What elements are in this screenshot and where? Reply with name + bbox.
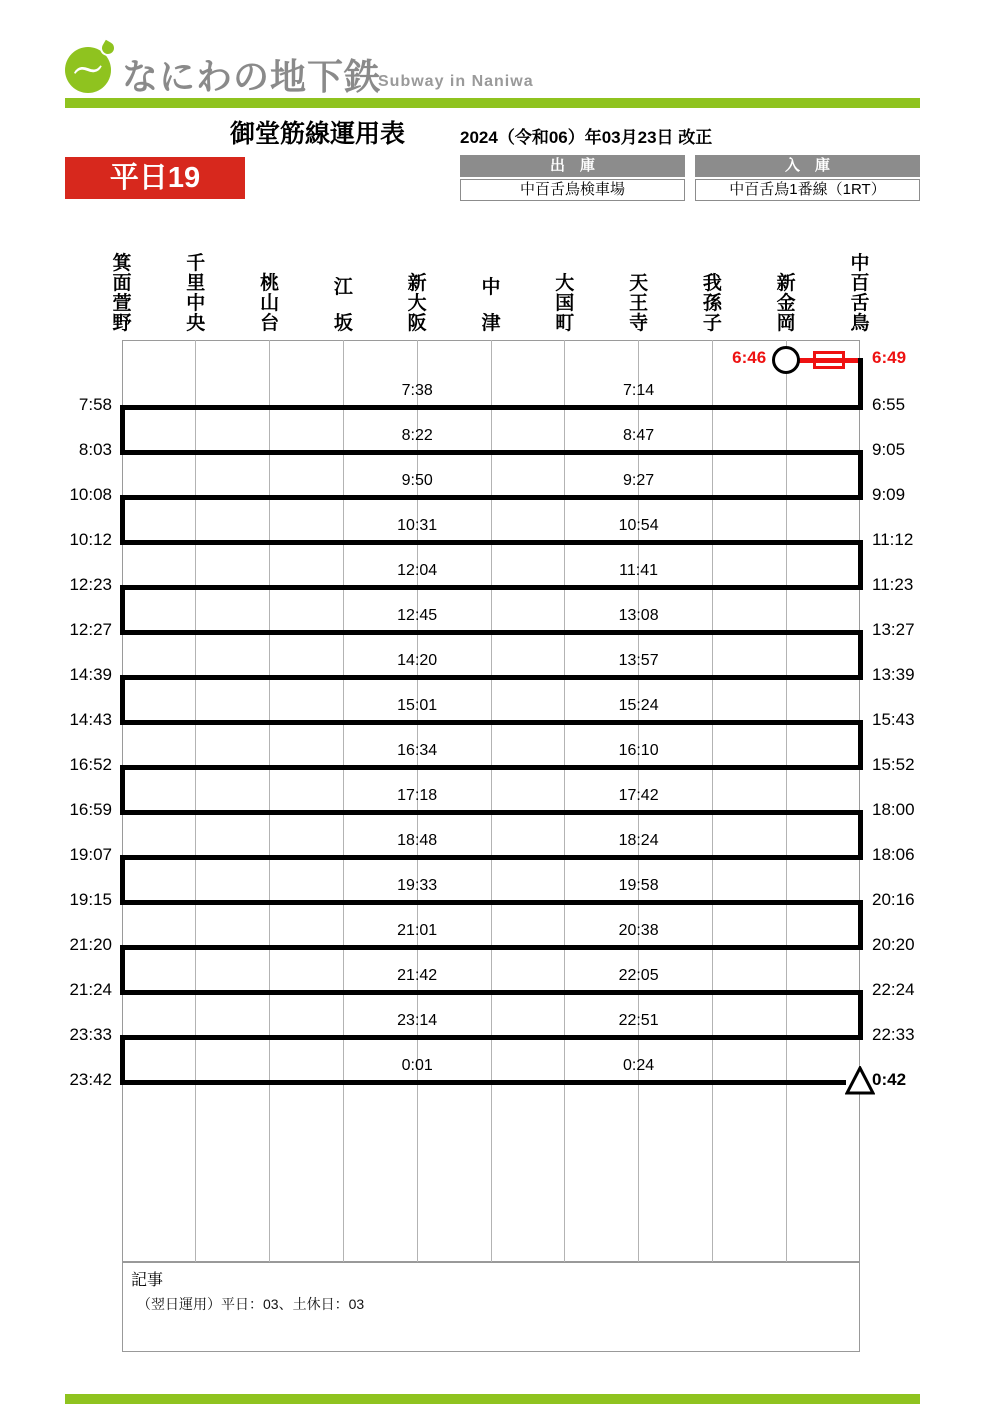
run-connector: [858, 358, 863, 410]
run-connector: [858, 990, 863, 1040]
run-line: [120, 1080, 846, 1085]
run-shinosaka-time: 15:01: [397, 697, 438, 714]
run-tennoji-time: 7:14: [623, 382, 655, 399]
run-line: [120, 675, 862, 680]
run-connector: [858, 540, 863, 590]
station-char: 舌: [850, 293, 870, 314]
run-right-time: 0:42: [872, 1070, 907, 1089]
run-right-time: 13:39: [872, 665, 915, 684]
depot-out-label: 出 庫: [460, 155, 685, 177]
run-left-time: 19:15: [69, 890, 112, 909]
station-char: 国: [555, 293, 575, 314]
station-label: [626, 240, 652, 334]
run-connector: [120, 765, 125, 815]
run-line: [120, 855, 862, 860]
depot-depart-time: 6:46: [732, 348, 767, 367]
run-left-time: 16:59: [69, 800, 112, 819]
run-line: [120, 765, 862, 770]
station-char: 新: [407, 273, 427, 294]
grid-line: [343, 340, 344, 1262]
run-tennoji-time: 20:38: [618, 922, 659, 939]
run-tennoji-time: 17:42: [618, 787, 659, 804]
run-connector: [858, 720, 863, 770]
depot-rect-icon: [813, 351, 845, 369]
run-tennoji-time: 8:47: [623, 427, 655, 444]
depot-circle-icon: [772, 346, 800, 374]
run-line: [120, 990, 862, 995]
station-char: 面: [112, 273, 132, 294]
notes-title: 記事: [131, 1272, 164, 1289]
run-shinosaka-time: 14:20: [397, 652, 438, 669]
station-label: [257, 240, 283, 334]
station-label: [109, 240, 135, 334]
run-connector: [858, 630, 863, 680]
run-tennoji-time: 13:57: [618, 652, 659, 669]
run-shinosaka-time: 10:31: [397, 517, 438, 534]
station-label: [404, 240, 430, 334]
turnback-triangle-icon: [845, 1066, 875, 1096]
run-shinosaka-time: 9:50: [401, 472, 433, 489]
depot-out-value: 中百舌鳥検車場: [460, 179, 685, 201]
grid-line: [269, 340, 270, 1262]
run-connector: [858, 900, 863, 950]
station-char: 大: [555, 273, 575, 294]
run-line: [120, 405, 862, 410]
run-left-time: 12:27: [69, 620, 112, 639]
station-char: 野: [112, 313, 132, 334]
run-connector: [858, 450, 863, 500]
run-right-time: 20:20: [872, 935, 915, 954]
station-label: [773, 240, 799, 334]
run-tennoji-time: 22:05: [618, 967, 659, 984]
run-left-time: 14:39: [69, 665, 112, 684]
run-shinosaka-time: 0:01: [401, 1057, 433, 1074]
grid-line: [491, 340, 492, 1262]
logo-title: なにわの地下鉄: [122, 56, 382, 97]
station-char: 山: [260, 293, 280, 314]
run-left-time: 19:07: [69, 845, 112, 864]
run-tennoji-time: 11:41: [619, 562, 659, 579]
station-char: 箕: [112, 253, 132, 274]
station-char: 鳥: [850, 313, 870, 334]
run-line: [120, 945, 862, 950]
run-connector: [120, 585, 125, 635]
grid-line: [195, 340, 196, 1262]
run-left-time: 10:08: [69, 485, 112, 504]
run-line: [120, 720, 862, 725]
station-label: [330, 240, 356, 334]
run-left-time: 23:42: [69, 1070, 112, 1089]
station-char: 里: [186, 273, 206, 294]
station-char: 子: [702, 313, 722, 334]
grid-line: [786, 340, 787, 1262]
revision-date: 2024（令和06）年03月23日 改正: [460, 128, 713, 147]
run-connector: [858, 810, 863, 860]
station-char: 津: [481, 313, 501, 334]
run-tennoji-time: 13:08: [618, 607, 659, 624]
station-char: 台: [260, 313, 280, 334]
station-char: 阪: [407, 313, 427, 334]
run-shinosaka-time: 21:42: [397, 967, 438, 984]
station-char: 百: [850, 273, 870, 294]
run-left-time: 7:58: [78, 395, 112, 414]
grid-line: [564, 340, 565, 1262]
station-char: 中: [850, 253, 870, 274]
run-line: [120, 1035, 862, 1040]
station-label: [183, 240, 209, 334]
run-tennoji-time: 0:24: [623, 1057, 655, 1074]
run-shinosaka-time: 23:14: [397, 1012, 438, 1029]
notes-body: （翌日運用）平日：03、土休日：03: [137, 1296, 365, 1312]
run-shinosaka-time: 12:04: [397, 562, 438, 579]
station-char: 金: [776, 293, 796, 314]
page-title: 御堂筋線運用表: [230, 120, 406, 148]
station-char: 千: [186, 253, 206, 274]
run-left-time: 12:23: [69, 575, 112, 594]
run-right-time: 11:23: [872, 575, 914, 594]
run-left-time: 8:03: [78, 440, 112, 459]
run-connector: [120, 1035, 125, 1085]
depot-arrive-time: 6:49: [872, 348, 907, 367]
run-line: [120, 900, 862, 905]
station-char: 萱: [112, 293, 132, 314]
station-char: 桃: [260, 273, 280, 294]
run-left-time: 23:33: [69, 1025, 112, 1044]
station-char: 王: [629, 293, 649, 314]
run-connector: [120, 495, 125, 545]
run-line: [120, 540, 862, 545]
station-char: 大: [407, 293, 427, 314]
run-tennoji-time: 10:54: [618, 517, 659, 534]
station-char: 町: [555, 313, 575, 334]
run-shinosaka-time: 12:45: [397, 607, 438, 624]
bottom-divider-bar: [65, 1394, 920, 1404]
station-char: 岡: [776, 313, 796, 334]
run-right-time: 18:00: [872, 800, 915, 819]
run-left-time: 21:24: [69, 980, 112, 999]
station-char: 中: [186, 293, 206, 314]
run-connector: [120, 855, 125, 905]
run-tennoji-time: 18:24: [618, 832, 659, 849]
station-label: [478, 240, 504, 334]
run-right-time: 9:09: [872, 485, 906, 504]
run-left-time: 10:12: [69, 530, 112, 549]
station-char: 坂: [333, 313, 353, 334]
run-line: [120, 585, 862, 590]
run-right-time: 11:12: [872, 530, 914, 549]
run-line: [120, 495, 862, 500]
run-right-time: 18:06: [872, 845, 915, 864]
station-char: 江: [333, 277, 353, 298]
logo-subtitle: Subway in Naniwa: [378, 73, 534, 90]
run-shinosaka-time: 19:33: [397, 877, 438, 894]
duty-badge: 平日19: [65, 157, 245, 199]
run-tennoji-time: 19:58: [618, 877, 659, 894]
run-shinosaka-time: 8:22: [401, 427, 433, 444]
run-line: [120, 810, 862, 815]
run-right-time: 15:43: [872, 710, 915, 729]
station-char: 我: [702, 273, 722, 294]
run-right-time: 6:55: [872, 395, 906, 414]
run-tennoji-time: 22:51: [618, 1012, 659, 1029]
grid-line: [712, 340, 713, 1262]
run-left-time: 21:20: [69, 935, 112, 954]
run-shinosaka-time: 7:38: [401, 382, 433, 399]
run-connector: [120, 675, 125, 725]
run-shinosaka-time: 17:18: [397, 787, 438, 804]
station-char: 新: [776, 273, 796, 294]
station-char: 中: [481, 277, 501, 298]
run-right-time: 20:16: [872, 890, 915, 909]
run-line: [120, 450, 862, 455]
run-right-time: 9:05: [872, 440, 906, 459]
station-label: [552, 240, 578, 334]
run-shinosaka-time: 18:48: [397, 832, 438, 849]
run-tennoji-time: 9:27: [623, 472, 655, 489]
station-char: 孫: [702, 293, 722, 314]
run-left-time: 14:43: [69, 710, 112, 729]
run-shinosaka-time: 16:34: [397, 742, 438, 759]
run-right-time: 22:33: [872, 1025, 915, 1044]
run-connector: [120, 405, 125, 455]
station-label: [847, 240, 873, 334]
run-right-time: 22:24: [872, 980, 915, 999]
station-label: [699, 240, 725, 334]
run-line: [120, 630, 862, 635]
run-right-time: 13:27: [872, 620, 915, 639]
wave-icon: 〜: [71, 53, 106, 90]
depot-in-value: 中百舌鳥1番線（1RT）: [695, 179, 920, 201]
depot-in-label: 入 庫: [695, 155, 920, 177]
run-shinosaka-time: 21:01: [397, 922, 438, 939]
run-right-time: 15:52: [872, 755, 915, 774]
run-left-time: 16:52: [69, 755, 112, 774]
station-char: 央: [186, 313, 206, 334]
notes-box: [122, 1262, 860, 1352]
run-tennoji-time: 15:24: [618, 697, 659, 714]
station-char: 天: [629, 273, 649, 294]
run-tennoji-time: 16:10: [618, 742, 659, 759]
run-connector: [120, 945, 125, 995]
station-char: 寺: [629, 313, 649, 334]
